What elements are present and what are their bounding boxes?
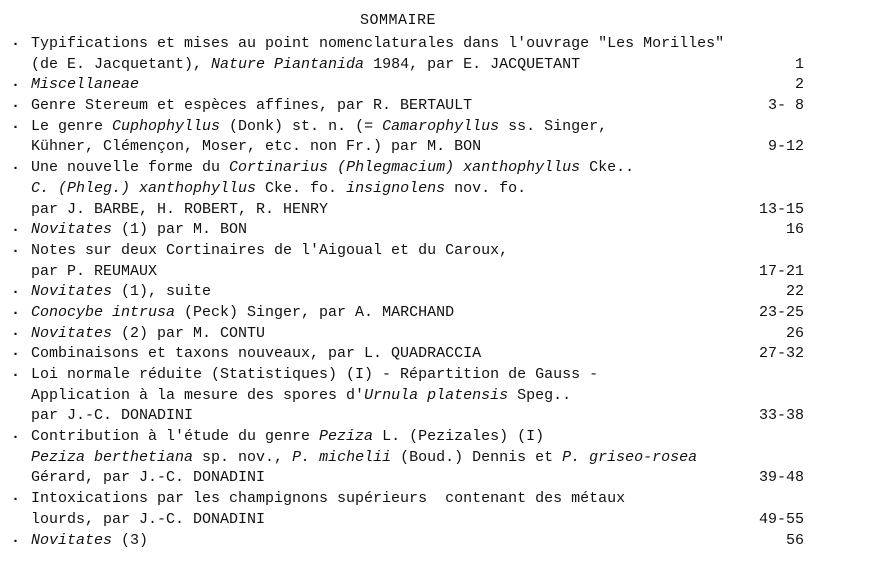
toc-line (0, 179, 884, 200)
toc-line (0, 324, 884, 345)
toc-page-number: 2 (794, 76, 804, 94)
toc-entry-text: Novitates (3) (31, 531, 149, 549)
toc-page-number: 22 (785, 283, 804, 301)
toc-page-number: 9-12 (767, 138, 804, 156)
toc-page-number: 3- 8 (767, 97, 804, 115)
toc-line (0, 344, 884, 365)
toc-entry-text: Conocybe intrusa (Peck) Singer, par A. MARCHAND (31, 303, 455, 321)
toc-entry-text: par P. REUMAUX (31, 262, 158, 280)
toc-line (0, 220, 884, 241)
toc-line (0, 34, 884, 55)
toc-line (0, 96, 884, 117)
toc-line (0, 282, 884, 303)
toc-bullet: . (11, 74, 21, 92)
toc-bullet: . (11, 343, 21, 361)
toc-bullet: . (11, 239, 21, 257)
toc-line (0, 531, 884, 552)
toc-line (0, 427, 884, 448)
toc-bullet: . (11, 95, 21, 113)
toc-line (0, 262, 884, 283)
toc-page-number: 56 (785, 531, 804, 549)
toc-page-number: 49-55 (758, 510, 804, 528)
toc-entry-text: Novitates (1) par M. BON (31, 221, 248, 239)
toc-bullet: . (11, 426, 21, 444)
toc-entry-text: Gérard, par J.-C. DONADINI (31, 469, 266, 487)
toc-entry-text: par J.-C. DONADINI (31, 407, 194, 425)
toc-line (0, 117, 884, 138)
toc-entry-text: Combinaisons et taxons nouveaux, par L. QUADRACCIA (31, 345, 482, 363)
toc-bullet: . (11, 33, 21, 50)
toc-entry-text: Typifications et mises au point nomenclaturales dans l'ouvrage "Les Morilles" (31, 35, 725, 52)
toc-bullet: . (11, 219, 21, 237)
toc-entry-text: Une nouvelle forme du Cortinarius (Phlegmacium) xanthophyllus Cke.. (31, 159, 635, 177)
toc-entry-text: Kühner, Clémençon, Moser, etc. non Fr.) par M. BON (31, 138, 482, 156)
toc-entry-text: lourds, par J.-C. DONADINI (31, 510, 266, 528)
toc-entry-text: Novitates (1), suite (31, 283, 212, 301)
toc-bullet: . (11, 115, 21, 133)
toc-entry-text: Miscellaneae (31, 76, 140, 94)
toc-line (0, 75, 884, 96)
toc-bullet: . (11, 281, 21, 299)
toc-bullet: . (11, 364, 21, 381)
toc-line (0, 137, 884, 158)
toc-entry-text: Peziza berthetiana sp. nov., P. michelii (Boud.) Dennis et P. griseo-rosea (31, 448, 698, 466)
toc-page-number: 23-25 (758, 303, 804, 321)
toc-page-number: 13-15 (758, 200, 804, 218)
toc-bullet: . (11, 322, 21, 340)
toc-bullet: . (11, 157, 21, 175)
toc-page-number: 27-32 (758, 345, 804, 363)
toc-line (0, 448, 884, 469)
toc-page-number: 33-38 (758, 407, 804, 425)
toc-page-number: 16 (785, 221, 804, 239)
toc-line (0, 489, 884, 510)
toc-line (0, 241, 884, 262)
toc-entry-text: Intoxications par les champignons supérieurs contenant des métaux (31, 490, 626, 508)
toc-entry-text: par J. BARBE, H. ROBERT, R. HENRY (31, 200, 329, 218)
toc-entry-text: Notes sur deux Cortinaires de l'Aigoual et du Caroux, (31, 241, 509, 259)
table-of-contents (0, 34, 884, 551)
toc-line (0, 55, 884, 76)
toc-bullet: . (11, 488, 21, 506)
toc-page-number: 39-48 (758, 469, 804, 487)
toc-page-number: 1 (794, 55, 804, 73)
toc-bullet: . (11, 529, 21, 547)
toc-line (0, 468, 884, 489)
toc-line (0, 303, 884, 324)
toc-bullet: . (11, 301, 21, 319)
toc-line (0, 200, 884, 221)
toc-entry-text: Application à la mesure des spores d'Urnula platensis Speg.. (31, 386, 572, 404)
toc-line (0, 406, 884, 427)
toc-entry-text: (de E. Jacquetant), Nature Piantanida 1984, par E. JACQUETANT (31, 55, 581, 73)
toc-line (0, 158, 884, 179)
toc-line (0, 386, 884, 407)
toc-entry-text: Le genre Cuphophyllus (Donk) st. n. (= Camarophyllus ss. Singer, (31, 117, 608, 135)
page-title: SOMMAIRE (359, 12, 436, 29)
toc-entry-text: C. (Phleg.) xanthophyllus Cke. fo. insignolens nov. fo. (31, 179, 527, 197)
toc-line (0, 365, 884, 386)
toc-page-number: 17-21 (758, 262, 804, 280)
toc-line (0, 510, 884, 531)
toc-entry-text: Loi normale réduite (Statistiques) (I) - Répartition de Gauss - (31, 366, 599, 383)
toc-page-number: 26 (785, 324, 804, 342)
toc-entry-text: Genre Stereum et espèces affines, par R. BERTAULT (31, 97, 473, 115)
toc-entry-text: Contribution à l'étude du genre Peziza L. (Pezizales) (I) (31, 428, 545, 446)
toc-entry-text: Novitates (2) par M. CONTU (31, 324, 266, 342)
